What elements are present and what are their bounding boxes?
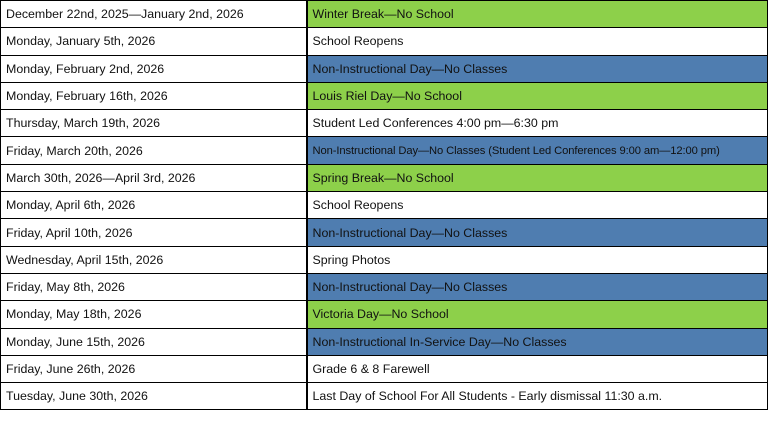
date-cell: Friday, April 10th, 2026 [1,219,307,246]
event-cell: Non-Instructional In-Service Day—No Classes [307,328,768,355]
event-cell: School Reopens [307,28,768,55]
table-row [1,28,768,55]
event-cell: Louis Riel Day—No School [307,82,768,109]
date-cell: Friday, March 20th, 2026 [1,137,307,164]
event-cell: Non-Instructional Day—No Classes [307,55,768,82]
table-row [1,219,768,246]
date-cell: Monday, February 16th, 2026 [1,82,307,109]
table-row [1,1,768,28]
event-cell: Non-Instructional Day—No Classes [307,219,768,246]
date-cell: Monday, January 5th, 2026 [1,28,307,55]
date-cell: Friday, May 8th, 2026 [1,273,307,300]
date-cell: Wednesday, April 15th, 2026 [1,246,307,273]
calendar-body [1,1,768,410]
table-row [1,192,768,219]
date-cell: Monday, June 15th, 2026 [1,328,307,355]
date-cell: Thursday, March 19th, 2026 [1,110,307,137]
date-cell: December 22nd, 2025—January 2nd, 2026 [1,1,307,28]
date-cell: March 30th, 2026—April 3rd, 2026 [1,164,307,191]
event-cell: Last Day of School For All Students - Early dismissal 11:30 a.m. [307,383,768,410]
event-cell: School Reopens [307,192,768,219]
event-cell: Winter Break—No School [307,1,768,28]
table-row [1,246,768,273]
table-row [1,301,768,328]
table-row [1,355,768,382]
event-cell: Spring Break—No School [307,164,768,191]
table-row [1,164,768,191]
table-row [1,110,768,137]
event-cell: Non-Instructional Day—No Classes (Student Led Conferences 9:00 am—12:00 pm) [307,137,768,164]
event-cell: Grade 6 & 8 Farewell [307,355,768,382]
event-cell: Student Led Conferences 4:00 pm—6:30 pm [307,110,768,137]
table-row [1,137,768,164]
event-cell: Victoria Day—No School [307,301,768,328]
table-row [1,273,768,300]
date-cell: Friday, June 26th, 2026 [1,355,307,382]
table-row [1,55,768,82]
table-row [1,82,768,109]
event-cell: Spring Photos [307,246,768,273]
date-cell: Monday, February 2nd, 2026 [1,55,307,82]
date-cell: Tuesday, June 30th, 2026 [1,383,307,410]
event-cell: Non-Instructional Day—No Classes [307,273,768,300]
table-row [1,383,768,410]
date-cell: Monday, May 18th, 2026 [1,301,307,328]
table-row [1,328,768,355]
date-cell: Monday, April 6th, 2026 [1,192,307,219]
